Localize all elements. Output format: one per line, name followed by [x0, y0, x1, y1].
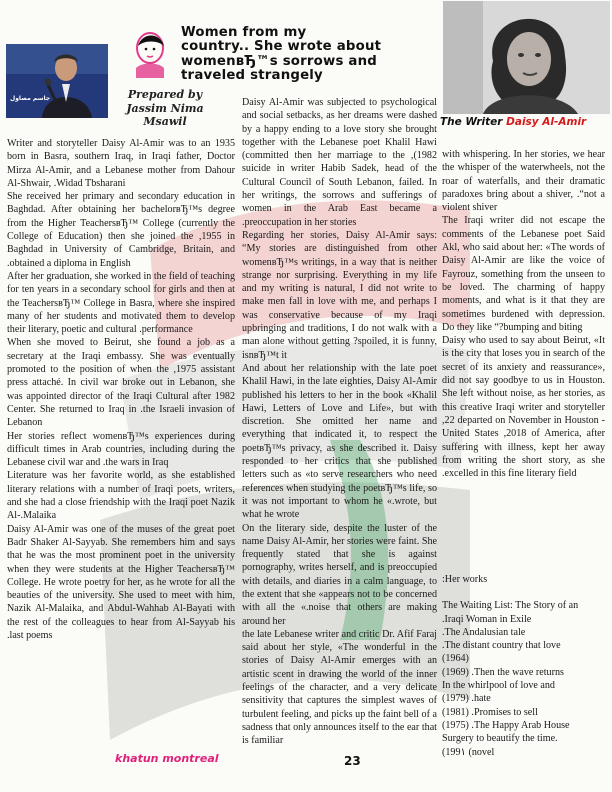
photo-caption: جاسم مصاول [10, 95, 51, 102]
prepared-by-label: Prepared by [127, 88, 203, 101]
magazine-logo [128, 28, 174, 80]
column-1 [7, 137, 235, 642]
paragraph: Literature was her favorite world, as she established literary relations with a number of Iraqi poets, writers, and she had a close friendship with the Iraqi poet Nazik Al-.Malaika [7, 470, 235, 522]
page-number: 23 [344, 754, 361, 768]
works-item: Surgery to beautify the time. [442, 733, 558, 745]
works-item: (1979) .hate [442, 693, 491, 705]
paragraph: After her graduation, she worked in the field of teaching for ten years in a secondary school for girls and then at the TeachersвЂ™ College in Basra, where she inspired many of her students and motivated them to develop their literary, poetic and cultural .performance [7, 270, 235, 336]
works-item: (1969) .Then the wave returns [442, 666, 564, 678]
works-item: (1964) [442, 653, 469, 665]
column-2 [242, 96, 437, 748]
paragraph: Daisy Al-Amir was subjected to psychological and social setbacks, as her dreams were dashed by a happy ending to a love story she brought together with the Lebanese poet Khalil Hawi (committed then her marriage to the ,(1982 suicide in writer Habib Sadek, head of the Cultural Council of South Lebanon, failed. In her writings, the sorrows and sufferings of women in the Arab East became a .preoccupation in her stories [242, 97, 437, 228]
column-3 [442, 148, 605, 480]
writer-portrait [443, 1, 610, 114]
paragraph: Her stories reflect womenвЂ™s experiences during difficult times in Arab countries, including during the Lebanese civil war and .the wars in Iraq [7, 430, 235, 469]
speaker-illustration [6, 44, 108, 118]
works-item: .The Andalusian tale [442, 626, 526, 638]
title-line: womenвЂ™s sorrows and [181, 53, 377, 69]
magazine-name: khatun montreal [115, 752, 219, 765]
works-item: (199١ (novel [442, 746, 495, 758]
title-line: Women from my [181, 25, 307, 40]
paragraph: On the literary side, despite the luster of the name Daisy Al-Amir, her stories were faint. She frequently stated that she is against pornography, writes herself, and is preoccupied with details, and diaries in a calm language, to the extent that she «appears not to be concerned with all the «.noise that others are making around her [242, 522, 437, 627]
writer-caption [440, 116, 586, 128]
works-heading: :Her works [442, 574, 488, 585]
title-line: traveled strangely [181, 67, 323, 83]
article-title [181, 26, 443, 83]
works-item: The Waiting List: The Story of an [442, 600, 579, 612]
works-item: (1975) .The Happy Arab House [442, 719, 570, 731]
works-item: .Iraqi Woman in Exile [442, 613, 532, 625]
author-name: Msawil [143, 115, 187, 128]
title-line: country.. She wrote about [181, 39, 382, 55]
author-name: Jassim Nima [126, 101, 204, 115]
paragraph: And about her relationship with the late poet Khalil Hawi, in the late eighties, Daisy Al-Amir published his letters to her in the book «Khalil Hawi, Letters of Love and Life», but with discretion. She omitted her name and everything that indicated it, to respect the poetвЂ™s privacy, as she described it. Daisy responded to her critics that she published letters such as «to serve researchers who need references when studying the poetвЂ™s life, so it was not important to whom he «.wrote, but what he wrote [242, 362, 437, 521]
works-list [442, 573, 607, 759]
works-item: (1981) .Promises to sell [442, 706, 538, 718]
works-item: In the whirlpool of love and [442, 680, 555, 692]
paragraph: The Iraqi writer did not escape the comments of the Lebanese poet Said Akl, who said about her: «The words of Daisy Al-Amir are like the voice of Fayrouz, something from the unseen to be loved. The charming of happy moments, and what is it that they are sometimes burdened with depression. Do they like “?bumping and biting [442, 215, 605, 333]
paragraph: Writer and storyteller Daisy Al-Amir was to an 1935 born in Basra, southern Iraq, in Iraqi father, Doctor Mirza Al-Amir, and a Lebanese mother from Dahour Al-Shwair, .Widad Tbsharani [7, 138, 235, 189]
paragraph: with whispering. In her stories, we hear the whisper of the waterwheels, not the roar of waterfalls, and their dramatic paradoxes bring about a shiver, .“not a violent shiver [442, 149, 605, 214]
byline [110, 88, 220, 129]
author-photo [6, 44, 108, 118]
paragraph: Daisy who used to say about Beirut, «It is the city that loses you in search of the secret of its anxiety and reassurance», did not say goodbye to us in Houston. She left without noise, as her stories, as this creative Iraqi writer and storyteller ,22 departed on November in Houston - United States ,2018 of America, after suffering with illness, kept her away from writing the short story, as she .excelled in this fine literary field [442, 335, 605, 480]
paragraph: When she moved to Beirut, she found a job as a secretary at the Iraqi embassy. She was eventually promoted to the position of when the ,1975 assistant press attaché. In civil war broke out in Lebanon, she was appointed director of the Iraqi Cultural after 1982 Center. She returned to Iraq in .the Israeli invasion of Lebanon [7, 337, 235, 429]
writer-label: The Writer [440, 116, 503, 128]
paragraph: the late Lebanese writer and critic Dr. Afif Faraj said about her style, «The wonderful in the stories of Daisy Al-Amir emerges with an artistic scent in drawing the world of the inner feelings of the character, and a very delicate sensitivity that captures the simplest waves of turbulent feeling, and picks up the faint bell of a sadness that only announces itself to the ear that is familiar [242, 628, 437, 747]
writer-name: Daisy Al-Amir [506, 116, 587, 128]
writer-photo [443, 1, 610, 114]
paragraph: Regarding her stories, Daisy Al-Amir says: “My stories are distinguished from other womenвЂ™s writings, in a way that is neither strange nor surprising. Everything in my life and my writing is natural, I did not write to make men fall in love with me, and perhaps I was conservative because of my Iraqi upbringing and traditions, I do not walk with a man alone without getting ?spoiled, it is funny, isnвЂ™t it [242, 229, 437, 361]
works-item: .The distant country that love [442, 640, 561, 652]
paragraph: Daisy Al-Amir was one of the muses of the great poet Badr Shaker Al-Sayyab. She remembers him and says that he was the most prominent poet in the university when they were students at the Higher TeachersвЂ™ College. He wrote poetry for her, as he wrote for all the beauties of the university. She used to meet with him, Nazik Al-Malaika, and Abdul-Wahhab Al-Bayati with the rest of the colleagues to hear from Al-Sayyab his .last poems [7, 523, 235, 641]
paragraph: She received her primary and secondary education in Baghdad. After obtaining her bachelorвЂ™s degree from the Higher TeachersвЂ™ College (currently the College of Education) then she joined the ,1955 in Baghdad in University of Cambridge, Britain, and .obtained a diploma in English [7, 191, 235, 269]
